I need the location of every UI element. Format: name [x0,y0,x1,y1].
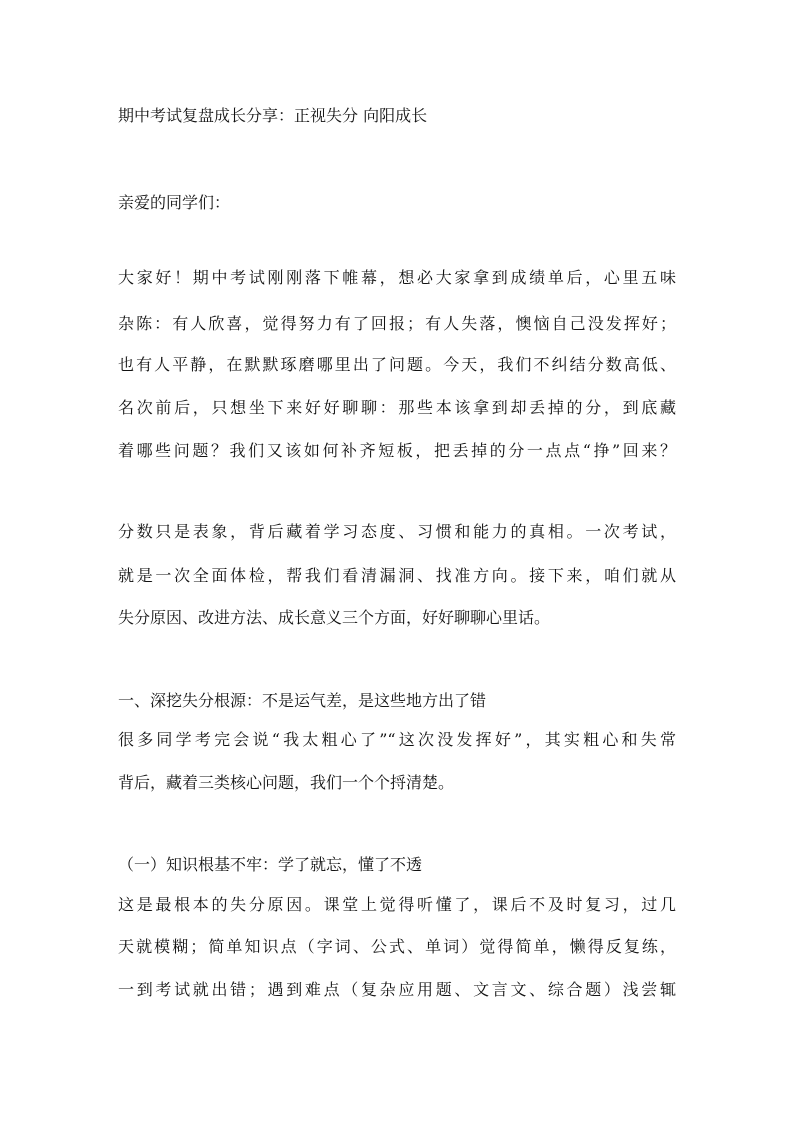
greeting: 亲爱的同学们： [118,193,231,212]
document-title: 期中考试复盘成长分享：正视失分 向阳成长 [118,106,428,125]
intro-line-1: 大家好！期中考试刚刚落下帷幕，想必大家拿到成绩单后，心里五味 [118,268,676,287]
subsection1-line-2: 天就模糊；简单知识点（字词、公式、单词）觉得简单，懒得反复练， [118,937,676,956]
paragraph2-line-1: 分数只是表象，背后藏着学习态度、习惯和能力的真相。一次考试， [118,522,676,541]
subsection1-heading: （一）知识根基不牢：学了就忘，懂了不透 [118,855,423,874]
intro-line-2: 杂陈：有人欣喜，觉得努力有了回报；有人失落，懊恼自己没发挥好； [118,314,676,333]
section1-line-2: 背后，藏着三类核心问题，我们一个个捋清楚。 [118,773,455,792]
subsection1-line-1: 这是最根本的失分原因。课堂上觉得听懂了，课后不及时复习，过几 [118,895,676,914]
paragraph2-line-2: 就是一次全面体检，帮我们看清漏洞、找准方向。接下来，咱们就从 [118,566,676,585]
section1-heading: 一、深挖失分根源：不是运气差，是这些地方出了错 [118,691,487,710]
intro-line-5: 着哪些问题？我们又该如何补齐短板，把丢掉的分一点点“挣”回来？ [118,441,676,460]
intro-line-3: 也有人平静，在默默琢磨哪里出了问题。今天，我们不纠结分数高低、 [118,355,676,374]
intro-line-4: 名次前后，只想坐下来好好聊聊：那些本该拿到却丢掉的分，到底藏 [118,398,676,417]
section1-line-1: 很多同学考完会说“我太粗心了”“这次没发挥好”，其实粗心和失常 [118,730,676,749]
paragraph2-line-3: 失分原因、改进方法、成长意义三个方面，好好聊聊心里话。 [118,608,551,627]
subsection1-line-3: 一到考试就出错；遇到难点（复杂应用题、文言文、综合题）浅尝辄 [118,980,676,999]
